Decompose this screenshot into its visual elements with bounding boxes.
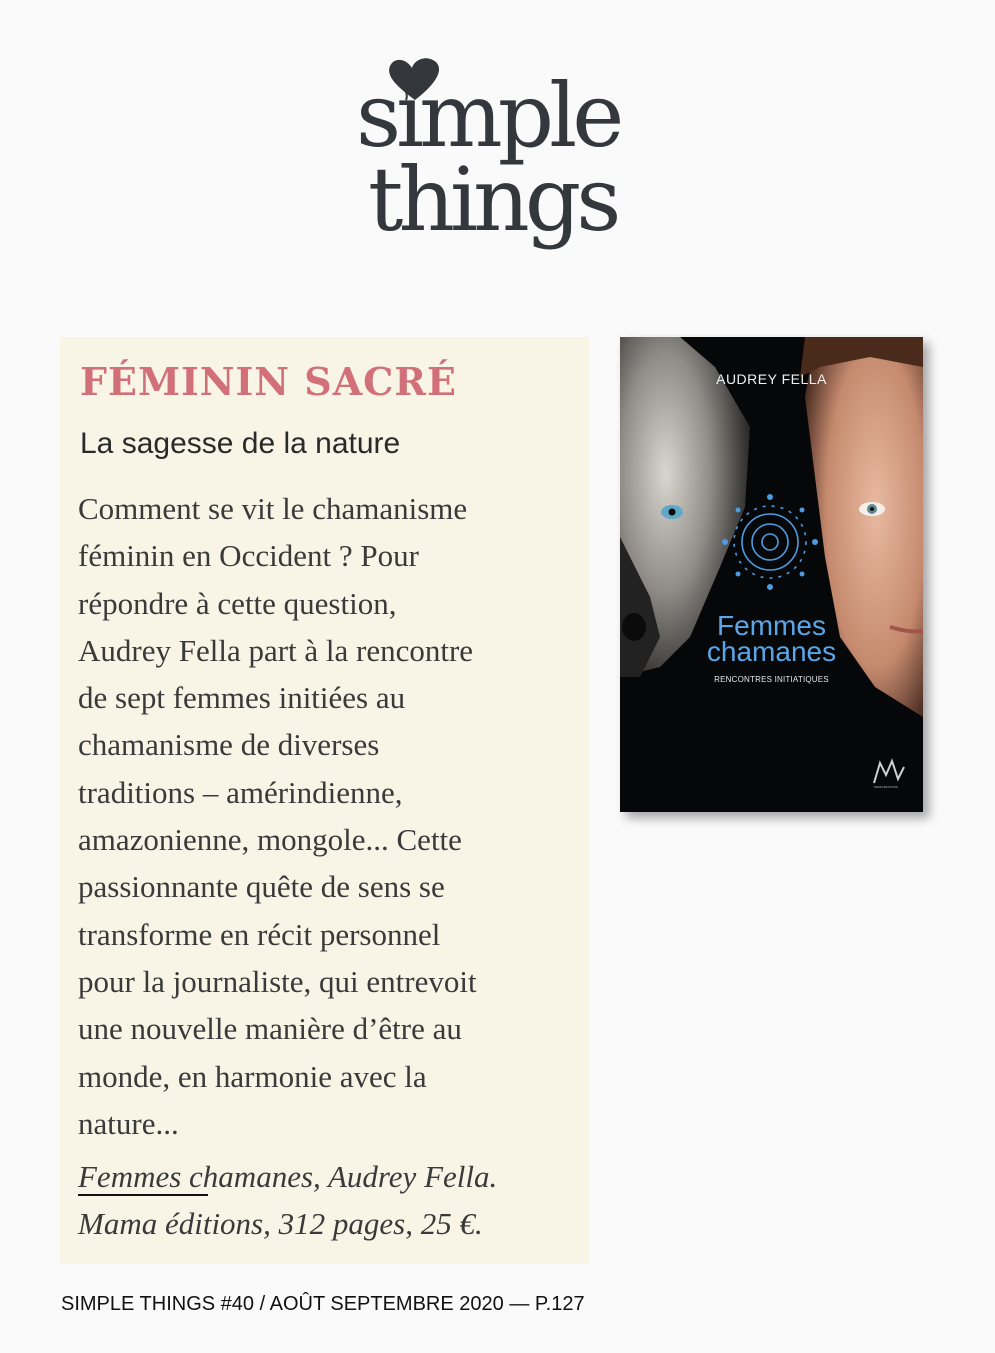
body-line: féminin en Occident ? Pour [78,538,419,574]
cover-title-line: Femmes [717,610,826,641]
book-cover-image [620,337,923,812]
body-line: passionnante quête de sens se [78,869,445,905]
body-line: chamanisme de diverses [78,727,380,763]
body-line: pour la journaliste, qui entrevoit [78,963,477,999]
credit-line: Femmes chamanes, Audrey Fella. [78,1159,498,1194]
clipping-credit [78,1153,578,1247]
body-line: de sept femmes initiées au [78,680,406,716]
cover-title-line: chamanes [706,636,837,667]
body-line: amazonienne, mongole... Cette [78,822,462,858]
cover-author: AUDREY FELLA [716,371,827,387]
logo-word-things: things [368,148,617,251]
body-line: transforme en récit personnel [78,916,441,952]
press-clipping [60,337,589,1264]
cover-publisher: MAMA ÉDITIONS [874,785,898,789]
cover-title [620,610,923,667]
credit-line: Mama éditions, 312 pages, 25 €. [78,1206,483,1241]
body-line: nature... [78,1105,179,1141]
clipping-body [78,485,578,1147]
page-footer-reference: SIMPLE THINGS #40 / AOÛT SEPTEMBRE 2020 — P.127 [61,1293,585,1315]
title-underline [78,1194,208,1196]
clipping-kicker: FÉMININ SACRÉ [80,359,457,404]
logo-word-simple: simple [356,64,620,167]
body-line: répondre à cette question, [78,585,397,621]
publisher-logo-icon [872,757,906,787]
body-line: une nouvelle manière d’être au [78,1011,462,1047]
clipping-headline: La sagesse de la nature [80,427,401,460]
body-line: traditions – amérindienne, [78,774,403,810]
body-line: monde, en harmonie avec la [78,1058,427,1094]
body-line: Audrey Fella part à la rencontre [78,632,474,668]
cover-subtitle: RENCONTRES INITIATIQUES [714,675,829,684]
body-line: Comment se vit le chamanisme [78,491,468,526]
magazine-logo [352,52,642,282]
cover-artwork [620,337,923,812]
